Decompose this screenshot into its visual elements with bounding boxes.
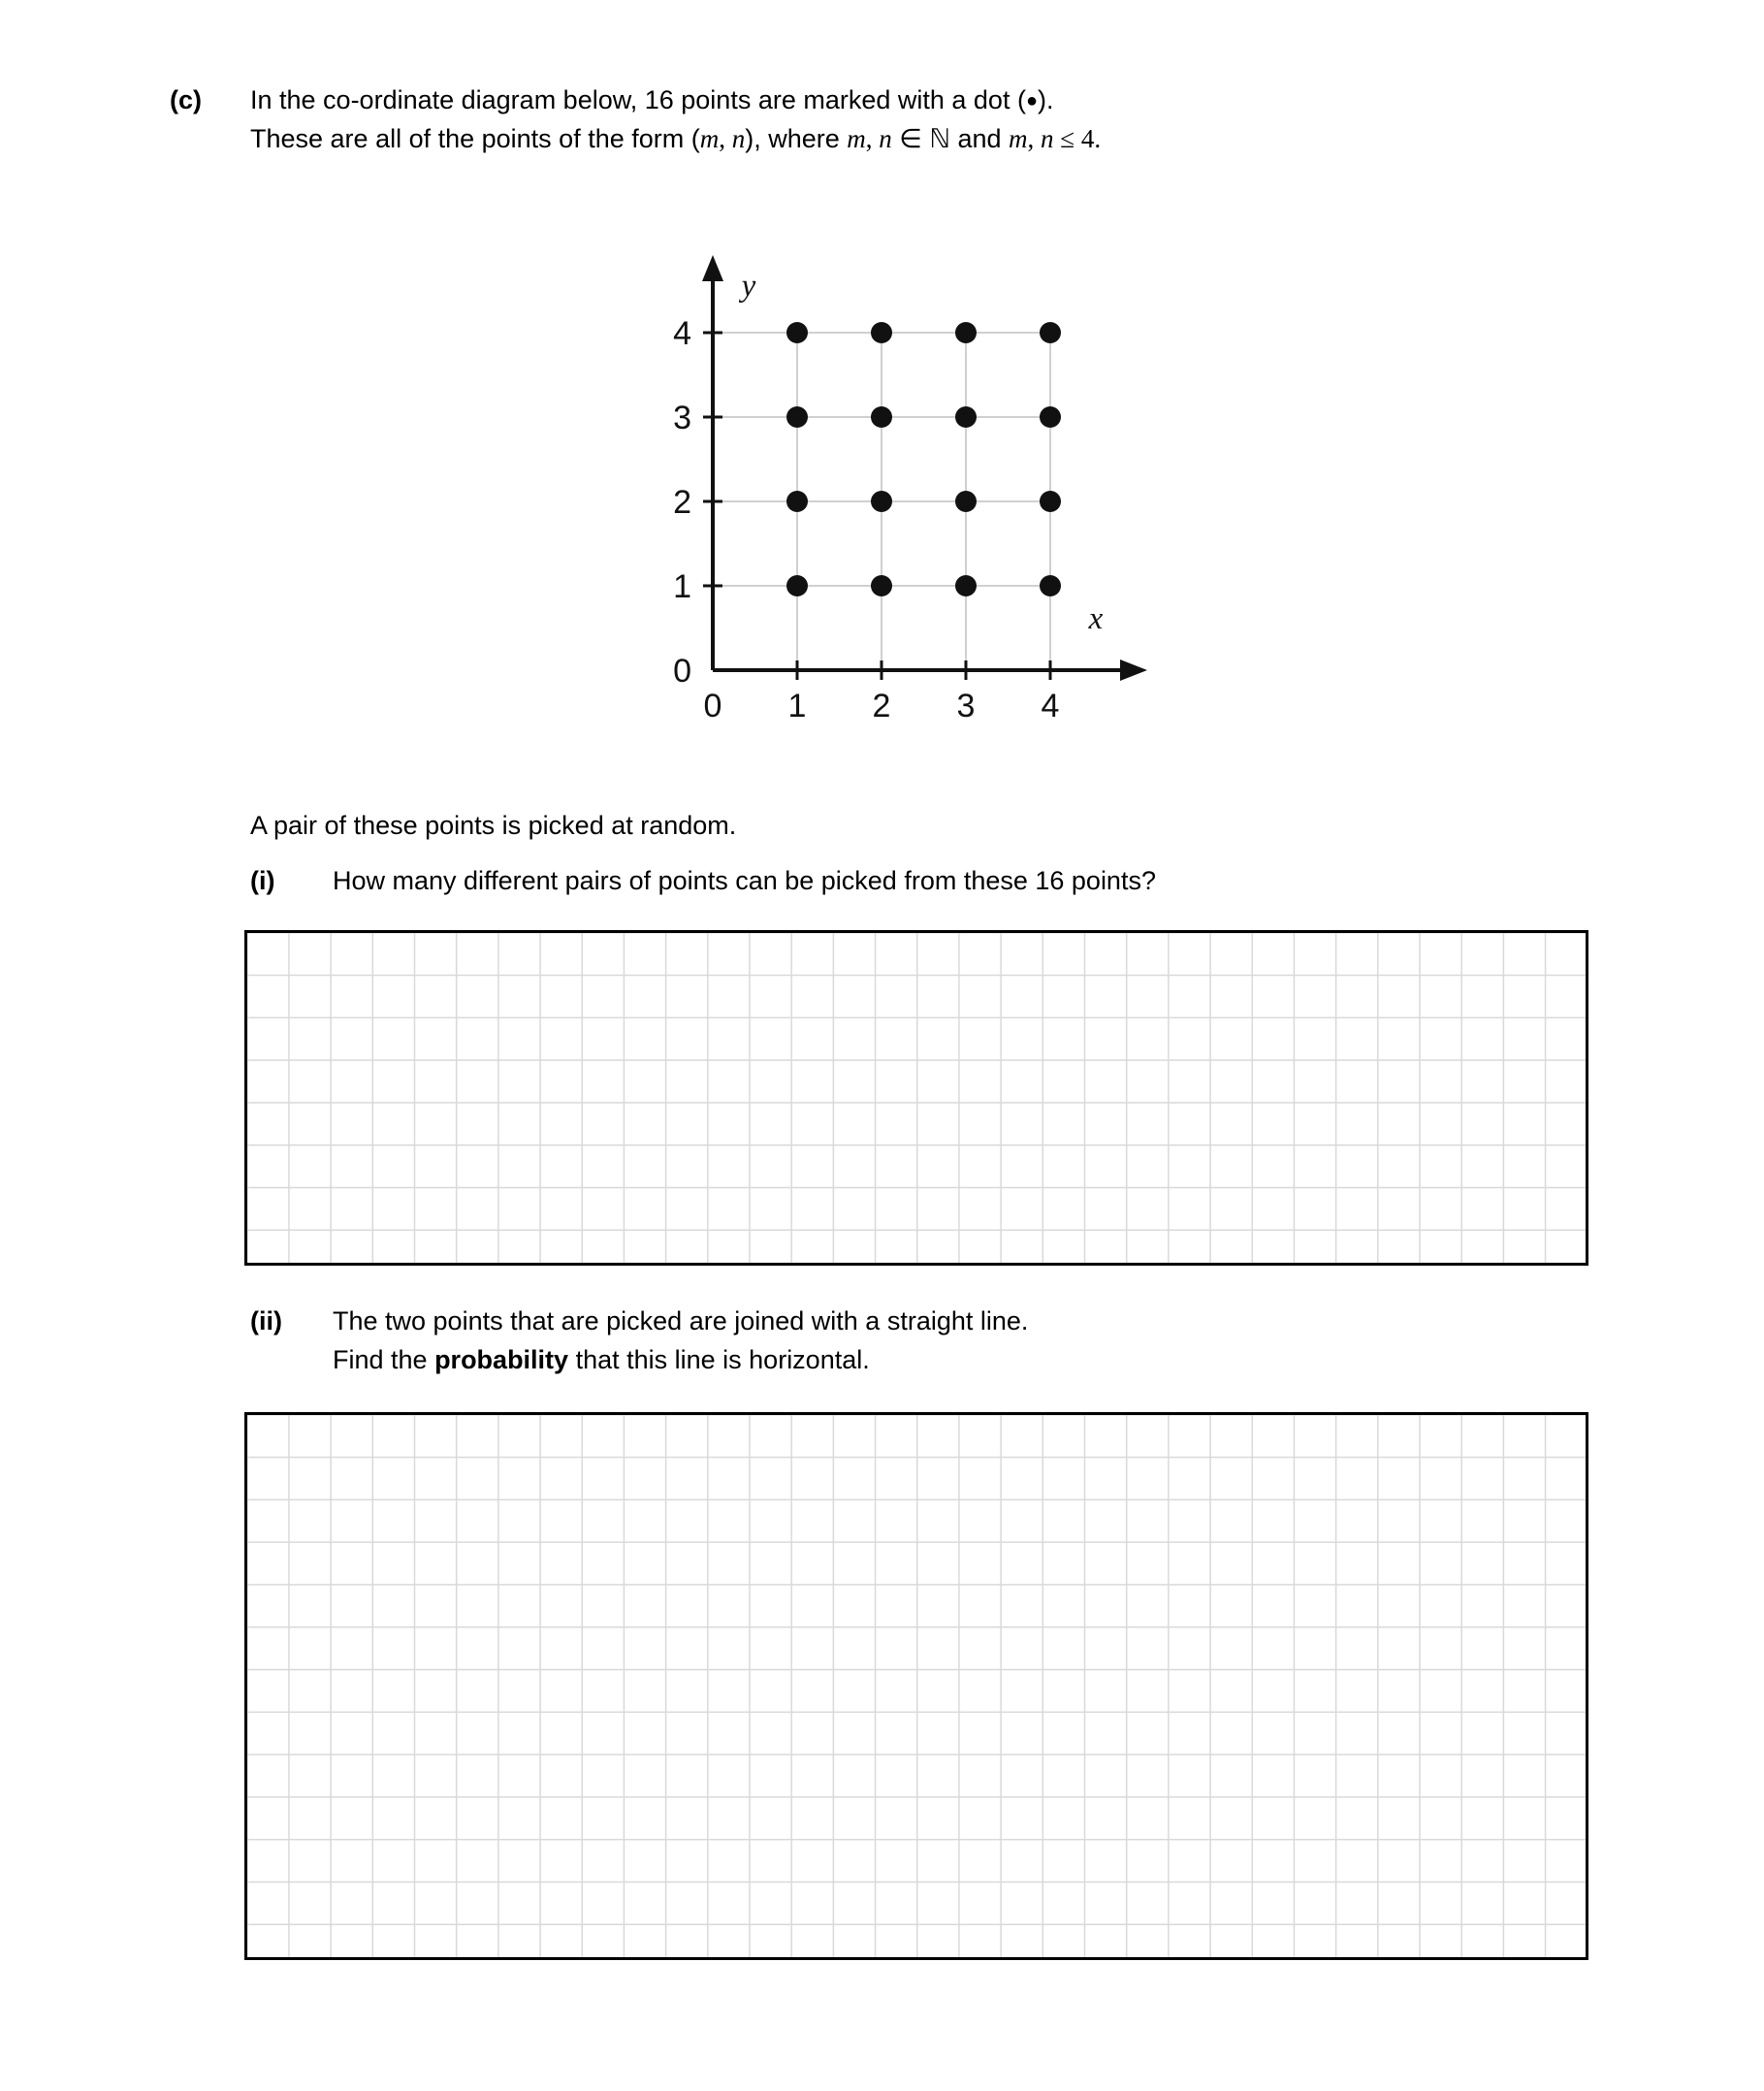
y-tick-label-3: 3	[673, 400, 691, 436]
data-point-2-4	[871, 322, 892, 343]
stem-line2-and: and	[949, 124, 1009, 153]
variable-m-2: m	[847, 124, 866, 153]
data-point-2-1	[871, 575, 892, 596]
tick-labels-layer	[673, 315, 1059, 724]
subpart-ii-line-1: The two points that are picked are joined with a straight line.	[333, 1306, 1029, 1335]
natural-numbers-symbol: ℕ	[929, 124, 950, 154]
y-tick-label-4: 4	[673, 315, 691, 352]
stem-comma-2: ,	[865, 124, 880, 153]
variable-n-1: n	[731, 124, 746, 153]
y-tick-label-2: 2	[673, 484, 691, 521]
stem-comma-3: ,	[1027, 124, 1041, 153]
question-stem-line-2	[250, 120, 1101, 158]
probability-keyword: probability	[434, 1345, 569, 1374]
data-point-1-2	[786, 491, 808, 512]
variable-m-3: m	[1009, 124, 1028, 153]
y-axis-arrowhead	[702, 255, 723, 281]
data-point-1-1	[786, 575, 808, 596]
data-point-3-3	[955, 406, 977, 428]
variable-n-2: n	[879, 124, 892, 153]
y-tick-label-1: 1	[673, 568, 691, 605]
y-tick-label-0: 0	[673, 653, 691, 690]
data-point-3-2	[955, 491, 977, 512]
subpart-i-text: How many different pairs of points can be picked from these 16 points?	[333, 866, 1156, 895]
variable-n-3: n	[1041, 124, 1054, 153]
subpart-ii-line-2	[333, 1341, 870, 1379]
x-axis-arrowhead	[1120, 659, 1147, 681]
x-tick-label-0: 0	[703, 688, 722, 724]
axes-layer	[702, 255, 1147, 681]
answer-box-i[interactable]	[244, 930, 1588, 1266]
subpart-label-ii: (ii)	[250, 1306, 282, 1335]
data-point-2-3	[871, 406, 892, 428]
x-tick-label-1: 1	[787, 688, 807, 724]
x-axis-title: x	[1088, 601, 1104, 636]
data-point-1-3	[786, 406, 808, 428]
coordinate-diagram	[640, 242, 1183, 727]
stem-comma-1: ,	[719, 124, 732, 153]
subpart-ii-line2-b: that this line is horizontal.	[568, 1345, 870, 1374]
x-tick-label-3: 3	[956, 688, 976, 724]
stem-line1-text-a: In the co-ordinate diagram below, 16 points are marked with a dot (	[250, 85, 1026, 114]
random-pair-intro: A pair of these points is picked at random.	[250, 811, 737, 840]
variable-m-1: m	[699, 124, 720, 153]
stem-line2-text-b: ), where	[745, 124, 848, 153]
bullet-dot-icon: ●	[1025, 90, 1039, 112]
data-point-1-4	[786, 322, 808, 343]
y-axis-title: y	[741, 269, 756, 304]
stem-line2-text-a: These are all of the points of the form (	[250, 124, 700, 153]
data-point-4-2	[1040, 491, 1061, 512]
subpart-ii-line2-a: Find the	[333, 1345, 435, 1374]
question-stem-line-1	[250, 81, 1054, 119]
data-point-4-4	[1040, 322, 1061, 343]
data-point-4-1	[1040, 575, 1061, 596]
stem-line1-text-b: ).	[1038, 85, 1054, 114]
coordinate-diagram-svg	[640, 242, 1183, 727]
answer-box-ii[interactable]	[244, 1412, 1588, 1960]
x-tick-label-2: 2	[872, 688, 891, 724]
data-point-3-1	[955, 575, 977, 596]
element-of-symbol: ∈	[891, 124, 930, 153]
question-part-label: (c)	[170, 85, 202, 114]
data-point-4-3	[1040, 406, 1061, 428]
data-points-layer	[786, 322, 1061, 596]
data-point-2-2	[871, 491, 892, 512]
subpart-label-i: (i)	[250, 866, 275, 895]
less-than-or-equal-expression: ≤ 4.	[1053, 124, 1102, 153]
x-tick-label-4: 4	[1041, 688, 1060, 724]
data-point-3-4	[955, 322, 977, 343]
